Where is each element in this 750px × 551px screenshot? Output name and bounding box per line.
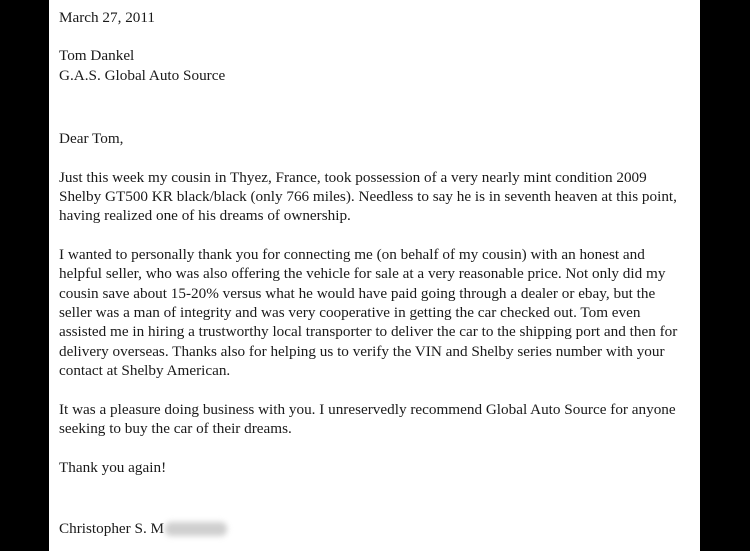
paragraph-line: cousin save about 15-20% versus what he would have paid going through a dealer or ebay, but the: [59, 284, 656, 302]
paragraph-line: I wanted to personally thank you for connecting me (on behalf of my cousin) with an honest and: [59, 245, 645, 263]
paragraph-3: [59, 400, 695, 439]
spacer: [59, 477, 695, 519]
paragraph-line: Just this week my cousin in Thyez, France, took possession of a very nearly mint condition 2009: [59, 168, 647, 186]
paragraph-line: delivery overseas. Thanks also for helping us to verify the VIN and Shelby series number with your: [59, 342, 665, 360]
letter-date: March 27, 2011: [59, 9, 156, 26]
paragraph-line: helpful seller, who was also offering the vehicle for sale at a very reasonable price. Not only did my: [59, 265, 666, 283]
closing: Thank you again!: [59, 458, 167, 476]
letter-body: [59, 8, 695, 538]
paragraph-line: seller was a man of integrity and was very cooperative in getting the car checked out. Tom even: [59, 304, 641, 322]
paragraph-line: assisted me in hiring a trustworthy local transporter to deliver the car to the shipping port and then for: [59, 323, 678, 341]
paragraph-line: having realized one of his dreams of ownership.: [59, 207, 351, 225]
salutation: Dear Tom,: [59, 130, 124, 148]
spacer: [59, 149, 695, 168]
paragraph-line: contact at Shelby American.: [59, 362, 231, 380]
paragraph-line: It was a pleasure doing business with you. I unreservedly recommend Global Auto Source for anyone: [59, 400, 676, 418]
paragraph-2: [59, 245, 695, 381]
paragraph-1: [59, 168, 695, 226]
signature-line: [59, 519, 695, 538]
redacted-surname: [165, 522, 227, 536]
letter-page: [49, 0, 700, 551]
recipient-company: G.A.S. Global Auto Source: [59, 66, 226, 84]
recipient-name: Tom Dankel: [59, 47, 135, 65]
spacer: [59, 85, 695, 129]
spacer: [59, 226, 695, 245]
signature-name: Christopher S. M: [59, 519, 165, 537]
spacer: [59, 439, 695, 458]
spacer: [59, 27, 695, 46]
spacer: [59, 381, 695, 400]
paragraph-line: Shelby GT500 KR black/black (only 766 miles). Needless to say he is in seventh heaven at this point,: [59, 188, 677, 206]
paragraph-line: seeking to buy the car of their dreams.: [59, 420, 292, 438]
